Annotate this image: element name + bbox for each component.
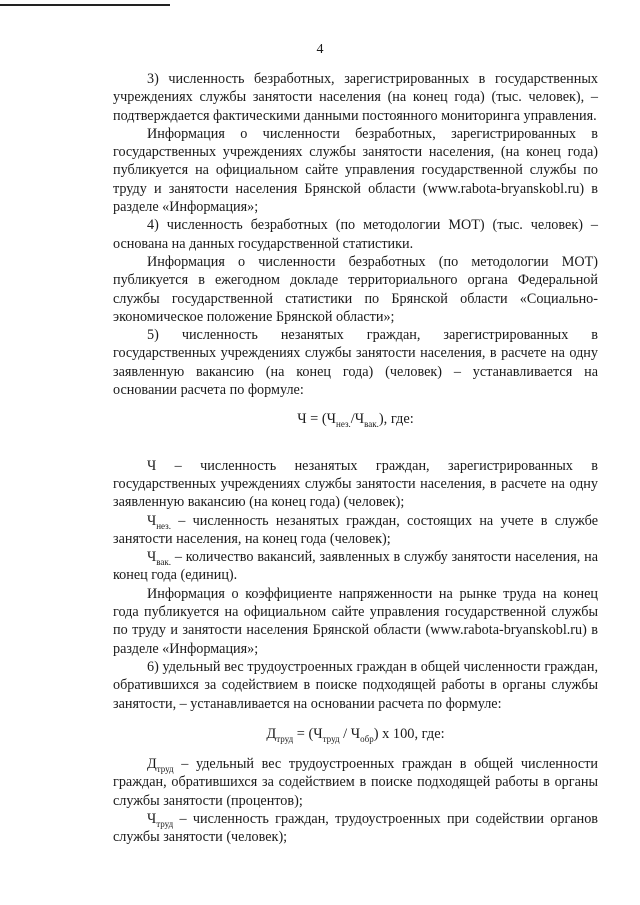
definition-symbol: Ч — [147, 810, 157, 827]
definition-text: – удельный вес трудоустроенных граждан в общей численности граждан, обратившихся за содействием в поиске подходящей работы в органы службы занятости (процентов); — [113, 756, 598, 809]
paragraph: Информация о численности безработных (по методологии МОТ) публикуется в ежегодном докладе территориального органа Федеральной службы государственной статистики по Брянской области «Социально-экономическое положение Брянской области»; — [113, 253, 598, 325]
document-body — [113, 70, 598, 847]
paragraph: Информация о коэффициенте напряженности на рынке труда на конец года публикуется на официальном сайте управления государственной службы по труду и занятости населения Брянской области (www.rabota-bryanskobl.ru) в разделе «Информация»; — [113, 585, 598, 657]
formula-vacancy-ratio — [113, 410, 598, 428]
formula-subscript: труд — [276, 733, 294, 744]
definition-subscript: вак. — [156, 556, 171, 567]
paragraph: 5) численность незанятых граждан, зарегистрированных в государственных учреждениях службы занятости населения, в расчете на одну заявленную вакансию (на конец года) (человек) – устанавливается на основании расчета по формуле: — [113, 327, 598, 399]
formula-text: ), где: — [378, 411, 414, 428]
definition-symbol: Ч — [147, 512, 157, 529]
definition-text: – численность граждан, трудоустроенных при содействии органов службы занятости (человек); — [113, 810, 598, 846]
formula-text: Ч = (Ч — [297, 411, 337, 428]
top-rule — [0, 4, 170, 6]
formula-subscript: труд — [322, 733, 340, 744]
formula-subscript: вак. — [364, 419, 379, 430]
definition — [113, 755, 598, 810]
definition-text: – численность незанятых граждан, зарегистрированных в государственных учреждениях службы занятости населения, в расчете на одну заявленную вакансию (на конец года) (человек); — [113, 457, 598, 511]
definition-text: – численность незанятых граждан, состоящих на учете в службе занятости населения, на конец года (человек); — [113, 512, 598, 547]
formula-text: Д — [266, 725, 277, 742]
definition-symbol: Д — [147, 756, 157, 773]
definition-symbol: Ч — [147, 549, 157, 566]
formula-subscript: обр — [360, 733, 374, 744]
paragraph: Информация о численности безработных, зарегистрированных в государственных учреждениях службы занятости населения, (на конец года) публикуется на официальном сайте управления государственной службы по труду и занятости населения Брянской области (www.rabota-bryanskobl.ru) в разделе «Информация»; — [113, 125, 598, 216]
paragraph: 6) удельный вес трудоустроенных граждан в общей численности граждан, обратившихся за содействием в поиске подходящей работы в органы службы занятости, – устанавливается на основании расчета по формуле: — [113, 658, 598, 712]
formula-text: /Ч — [350, 411, 365, 428]
definition-subscript: труд — [156, 818, 174, 829]
formula-employment-share — [113, 725, 598, 743]
formula-text: ) x 100, где: — [373, 725, 445, 742]
page-number: 4 — [316, 42, 324, 57]
definition — [113, 512, 598, 549]
paragraph: 4) численность безработных (по методологии МОТ) (тыс. человек) – основана на данных государственной статистики. — [113, 217, 598, 252]
definition-subscript: нез. — [156, 520, 171, 531]
formula-subscript: нез. — [336, 419, 351, 430]
definition — [113, 457, 598, 512]
formula-text: = (Ч — [293, 725, 323, 742]
definition-text: – количество вакансий, заявленных в службу занятости населения, на конец года (единиц). — [113, 549, 598, 584]
formula-text: / Ч — [339, 725, 361, 742]
paragraph: 3) численность безработных, зарегистрированных в государственных учреждениях службы занятости населения (на конец года) (тыс. человек), – подтверждается фактическими данными постоянного мониторинга управления. — [113, 71, 598, 124]
definition-symbol: Ч — [147, 457, 157, 474]
definition — [113, 810, 598, 847]
definition — [113, 548, 598, 585]
definition-subscript: труд — [156, 763, 174, 774]
